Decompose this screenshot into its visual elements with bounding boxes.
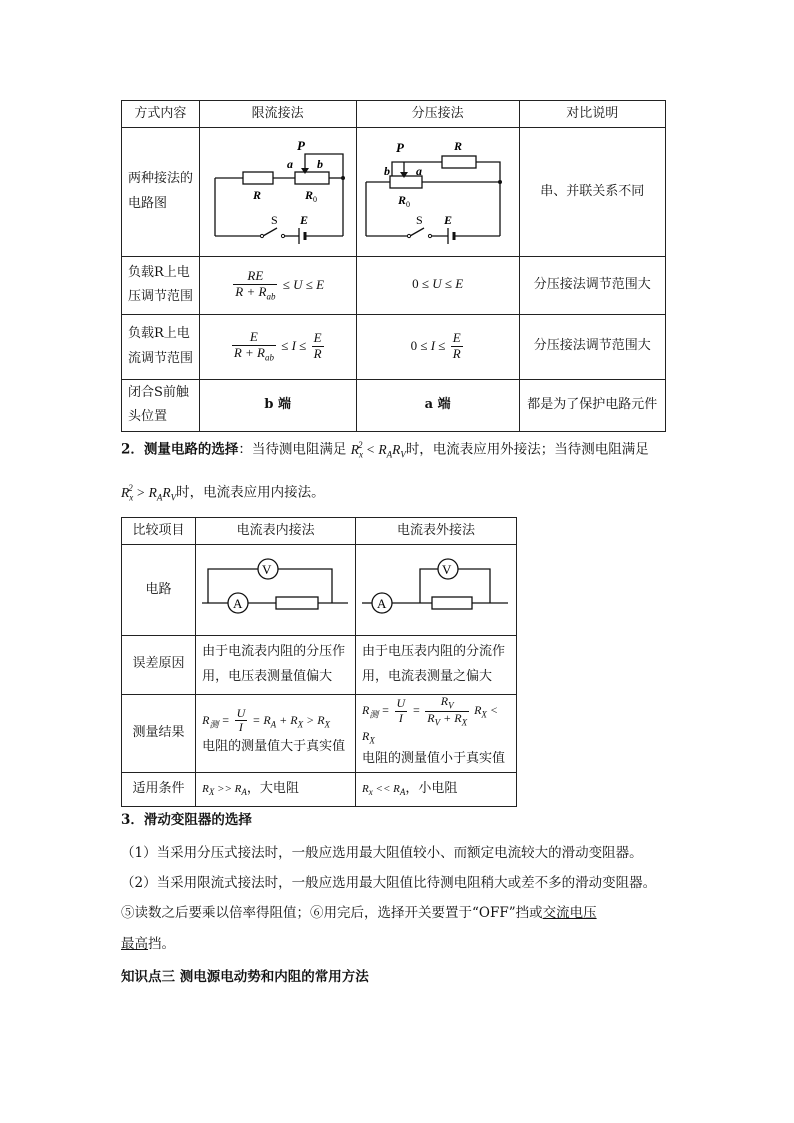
section3-title: 3．滑动变阻器的选择 <box>121 812 252 828</box>
label-P: P <box>296 138 305 153</box>
outer-result-cell <box>356 694 517 772</box>
connection-comparison-table <box>121 100 666 432</box>
limit-circuit-diagram <box>203 128 353 246</box>
header-cell: 电流表外接法 <box>356 518 517 545</box>
row-label: 负载R上电压调节范围 <box>122 256 200 314</box>
inner-error-text: 由于电流表内阻的分压作用，电压表测量值偏大 <box>196 635 356 694</box>
divider-circuit-diagram <box>360 128 516 246</box>
section3-item1: （1）当采用分压式接法时，一般应选用最大阻值较小、而额定电流较大的滑动变阻器。 <box>121 845 643 861</box>
label-E: E <box>299 213 308 227</box>
limit-position: b 端 <box>199 379 356 431</box>
label-a: a <box>286 157 293 171</box>
row-label: 测量结果 <box>122 694 196 772</box>
label-P: P <box>395 140 404 155</box>
label-R0-sub: 0 <box>405 200 410 209</box>
section2-title: 2．测量电路的选择 <box>121 441 239 458</box>
header-cell: 比较项目 <box>122 518 196 545</box>
section3-item3-cont: 最高挡。 <box>121 936 175 952</box>
limit-circuit-cell <box>199 128 356 257</box>
voltmeter-icon: V <box>442 562 452 577</box>
inner-circuit-cell <box>196 545 356 636</box>
inner-circuit-diagram <box>198 545 354 625</box>
label-R0: R <box>304 188 313 202</box>
section4-title: 知识点三 测电源电动势和内阻的常用方法 <box>121 969 369 985</box>
divider-current-formula: 0 ≤ I ≤ $\frac{E}{R}$ <box>356 314 519 379</box>
note-cell: 分压接法调节范围大 <box>519 314 665 379</box>
outer-result-text: 电阻的测量值小于真实值 <box>362 750 506 766</box>
inner-result-text: 电阻的测量值大于真实值 <box>202 739 346 755</box>
outer-error-text: 由于电压表内阻的分流作用，电流表测量之偏大 <box>356 635 517 694</box>
header-cell: 限流接法 <box>199 101 356 128</box>
section3-item2: （2）当采用限流式接法时，一般应选用最大阻值比待测电阻稍大或差不多的滑动变阻器。 <box>121 875 657 891</box>
inner-condition: $R_X >> R_A$，大电阻 <box>196 772 356 806</box>
outer-condition: $R_x << R_A$，小电阻 <box>356 772 517 806</box>
row-label: 电路 <box>122 545 196 636</box>
inner-result-formula: $R_测$ = $\frac{U}{I}$ = $R_A + R_X > R_X$ <box>202 705 331 735</box>
ammeter-connection-table <box>121 517 517 807</box>
voltmeter-icon: V <box>261 562 271 577</box>
note-cell: 分压接法调节范围大 <box>519 256 665 314</box>
outer-result-formula: $R_测$ = $\frac{U}{I}$ = $\frac{R_V}{R_V + R_X}$ $R_X < R_X$ <box>362 694 499 745</box>
label-b: b <box>383 164 390 178</box>
divider-circuit-cell <box>356 128 519 257</box>
divider-voltage-formula: 0 ≤ U ≤ E <box>356 256 519 314</box>
limit-voltage-formula: $\frac{RE}{R + R_{ab}}$ ≤ U ≤ E <box>199 256 356 314</box>
outer-circuit-cell <box>356 545 517 636</box>
section2-line1: 2．测量电路的选择：当待测电阻满足 $R_x^2 < R_AR_V$时，电流表应用外接法；当待测电阻满足 <box>121 440 649 460</box>
divider-position: a 端 <box>356 379 519 431</box>
header-cell: 电流表内接法 <box>196 518 356 545</box>
ammeter-icon: A <box>232 596 242 611</box>
condition-formula-inner: $R_x^2 > R_AR_V$ <box>121 483 177 503</box>
label-E: E <box>443 213 452 227</box>
section3-item3: ⑤读数之后要乘以倍率得阻值；⑥用完后，选择开关要置于“OFF”挡或交流电压 <box>121 905 597 921</box>
ammeter-icon: A <box>377 596 387 611</box>
label-R0: R <box>397 193 406 207</box>
row-label: 两种接法的电路图 <box>122 128 200 257</box>
label-R: R <box>453 139 462 153</box>
row-label: 负载R上电流调节范围 <box>122 314 200 379</box>
row-label: 闭合S前触头位置 <box>122 379 200 431</box>
section2-line2: $R_x^2 > R_AR_V$时，电流表应用内接法。 <box>121 483 325 503</box>
header-cell: 分压接法 <box>356 101 519 128</box>
label-S: S <box>270 213 278 227</box>
note-cell: 串、并联关系不同 <box>519 128 665 257</box>
condition-formula-outer: $R_x^2 < R_AR_V$ <box>350 440 406 460</box>
limit-current-formula: $\frac{E}{R + R_{ab}}$ ≤ I ≤ $\frac{E}{R}$ <box>199 314 356 379</box>
label-R: R <box>252 188 261 202</box>
note-cell: 都是为了保护电路元件 <box>519 379 665 431</box>
label-a: a <box>415 164 422 178</box>
outer-circuit-diagram <box>358 545 514 625</box>
label-S: S <box>415 213 423 227</box>
inner-result-cell <box>196 694 356 772</box>
row-label: 误差原因 <box>122 635 196 694</box>
header-cell: 方式内容 <box>122 101 200 128</box>
header-cell: 对比说明 <box>519 101 665 128</box>
label-b: b <box>316 157 323 171</box>
label-R0-sub: 0 <box>312 195 317 204</box>
row-label: 适用条件 <box>122 772 196 806</box>
